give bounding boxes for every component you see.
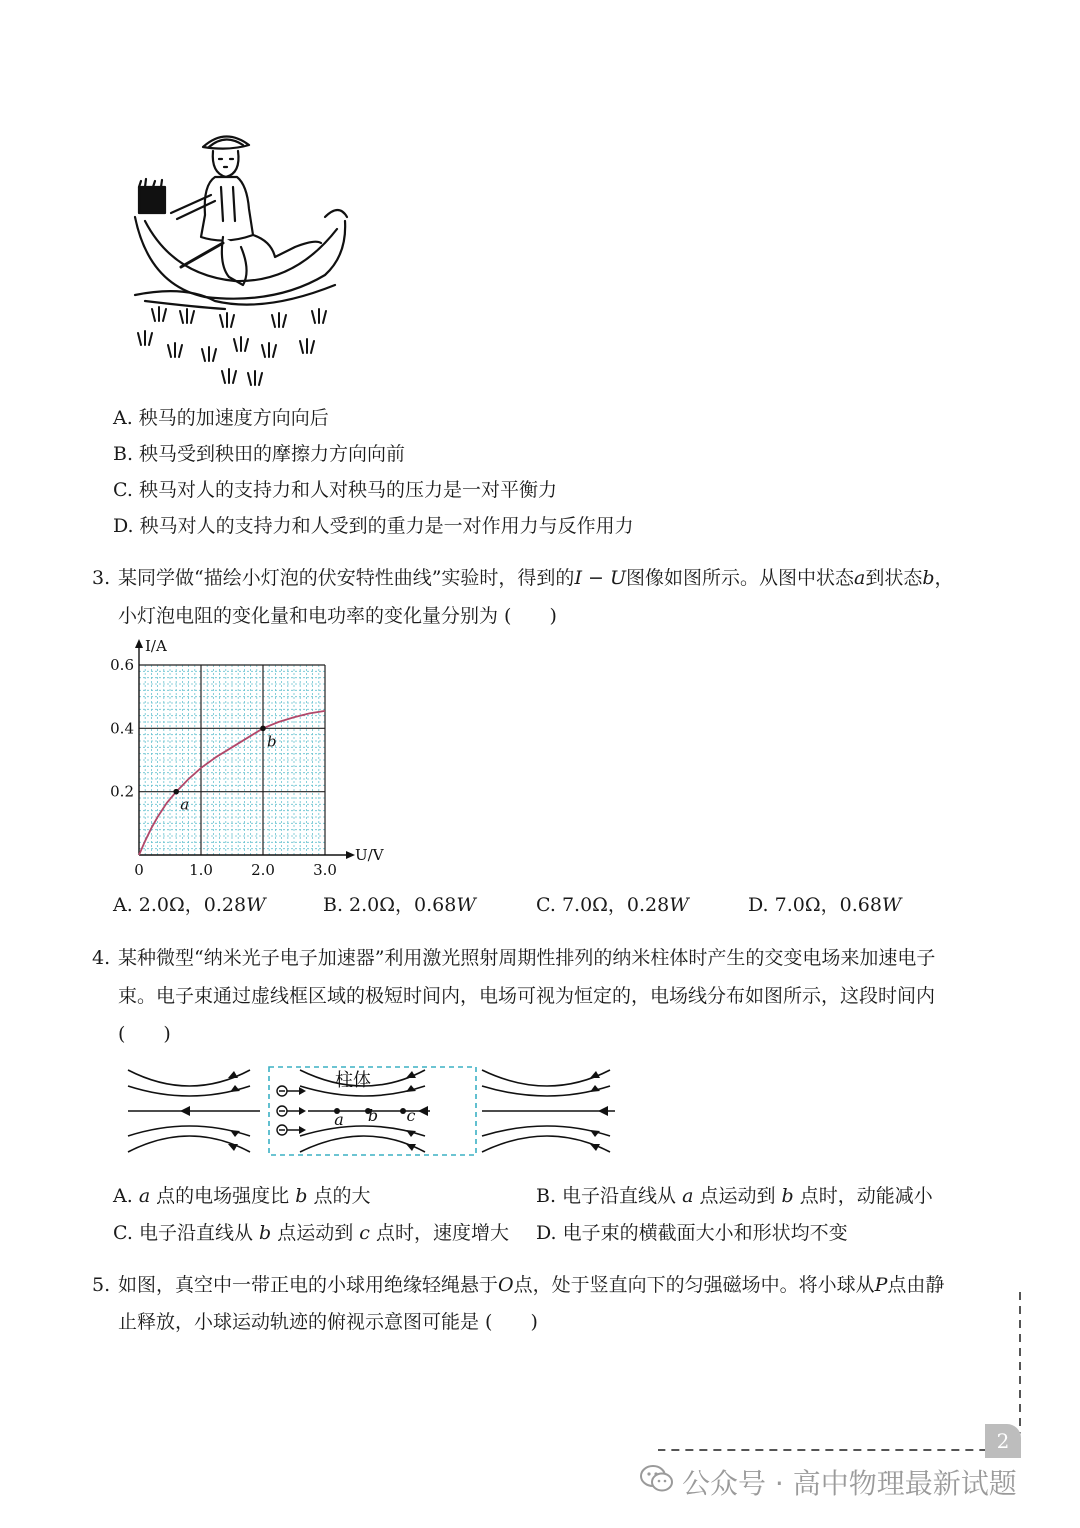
y-tick-label: 0.6 [110, 656, 134, 674]
q3-text-line2: 小灯泡电阻的变化量和电功率的变化量分别为 ( ) [118, 605, 557, 627]
chart-axes [135, 639, 355, 859]
q5-number: 5. [92, 1274, 111, 1296]
x-tick-label: 1.0 [189, 861, 213, 879]
point-b-label: b [367, 1106, 379, 1125]
page-corner-dashes [650, 1288, 1030, 1460]
x-tick-label: 3.0 [313, 861, 337, 879]
q4-option-a: A. a 点的电场强度比 b 点的大 [113, 1185, 371, 1207]
x-axis-arrow [346, 851, 355, 859]
point-c-label: c [406, 1106, 416, 1125]
q4-option-b: B. 电子沿直线从 a 点运动到 b 点时，动能减小 [536, 1185, 933, 1207]
y-tick-label: 0.4 [110, 719, 134, 738]
y-axis-arrow [135, 639, 143, 648]
point-label-a: a [180, 795, 190, 814]
watermark: 公众号 · 高中物理最新试题 [640, 1462, 1017, 1502]
x-tick-label: 2.0 [251, 861, 275, 879]
q2-option-d: D. 秧马对人的支持力和人受到的重力是一对作用力与反作用力 [113, 515, 634, 537]
q2-option-a: A. 秧马的加速度方向向后 [113, 407, 329, 429]
q4-text-line2: 束。电子束通过虚线框区域的极短时间内，电场可视为恒定的，电场线分布如图所示，这段时间内 [118, 985, 936, 1007]
q5-text-line2: 止释放，小球运动轨迹的俯视示意图可能是 ( ) [118, 1311, 538, 1333]
q3-number: 3. [92, 567, 111, 589]
q3-option-a: A. 2.0Ω，0.28W [113, 894, 266, 916]
field-lines-figure [120, 1062, 630, 1162]
point-b [260, 726, 266, 732]
y-tick-label: 0.2 [110, 782, 134, 801]
q5-text-line1: 如图，真空中一带正电的小球用绝缘轻绳悬于O点，处于竖直向下的匀强磁场中。将小球从P点由静 [118, 1274, 945, 1296]
wechat-icon [640, 1465, 674, 1500]
q4-option-d: D. 电子束的横截面大小和形状均不变 [536, 1222, 848, 1244]
y-axis-title: I/A [145, 637, 167, 655]
q4-text-line1: 某种微型“纳米光子电子加速器”利用激光照射周期性排列的纳米柱体时产生的交变电场来加速电子 [118, 947, 936, 969]
q2-option-c: C. 秧马对人的支持力和人对秧马的压力是一对平衡力 [113, 479, 557, 501]
x-tick-label: 0 [134, 861, 144, 879]
chart-grid [139, 665, 325, 855]
point-a-label: a [334, 1110, 344, 1129]
q3-option-c: C. 7.0Ω，0.28W [536, 894, 689, 916]
pillar-label: 柱体 [335, 1070, 371, 1091]
q4-option-c: C. 电子沿直线从 b 点运动到 c 点时，速度增大 [113, 1222, 509, 1244]
q4-number: 4. [92, 947, 111, 969]
iu-chart [100, 636, 400, 881]
q3-option-d: D. 7.0Ω，0.68W [748, 894, 902, 916]
page-number: 2 [985, 1424, 1021, 1458]
q3-text-line1: 某同学做“描绘小灯泡的伏安特性曲线”实验时，得到的I − U图像如图所示。从图中状态a到状态b， [118, 567, 954, 589]
point-label-b: b [267, 732, 277, 751]
q4-text-line3: ( ) [118, 1023, 171, 1045]
q3-option-b: B. 2.0Ω，0.68W [323, 894, 476, 916]
yangma-illustration [125, 125, 365, 390]
point-a [173, 789, 179, 795]
x-axis-title: U/V [355, 846, 384, 864]
q2-option-b: B. 秧马受到秧田的摩擦力方向向前 [113, 443, 406, 465]
